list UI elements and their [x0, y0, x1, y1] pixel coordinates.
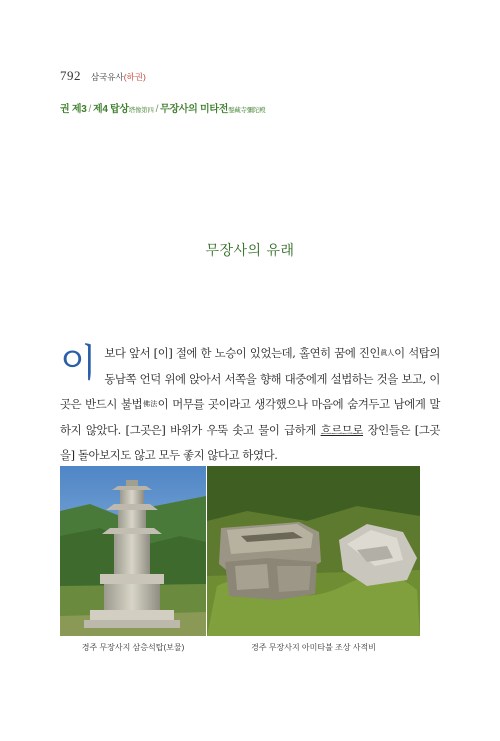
book-title: 삼국유사 [90, 72, 124, 82]
article-title: 무장사의 유래 [205, 243, 295, 259]
body-text-4: 장인들은 [그곳을] 돌아보지도 않고 모두 좋지 않다고 하였다. [60, 422, 440, 462]
article-hanja: 鍪藏寺彌陀殿 [228, 107, 266, 114]
page-number: 792 [60, 68, 81, 83]
pagoda-photo [60, 466, 206, 636]
chapter-label: 제4 탑상 [92, 104, 129, 115]
body-paragraph [60, 341, 440, 469]
body-text-3: 이 머무를 곳이라고 생각했으나 마음에 숨겨두고 남에게 말하지 않았다. [그곳은] 바위가 우뚝 솟고 물이 급하게 [60, 397, 441, 437]
stele-base-photo [207, 466, 420, 636]
article-label: 무장사의 미타전 [160, 104, 229, 115]
drop-cap: 이 [60, 341, 97, 385]
chapter-hanja: 塔像第四 [128, 107, 154, 114]
section-breadcrumb: 권 제3 / 제4 탑상塔像第四 / 무장사의 미타전鍪藏寺彌陀殿 [60, 104, 266, 115]
photo-caption-right: 경주 무장사지 아미타불 조상 사적비 [251, 643, 376, 652]
volume-label: (하권) [123, 72, 146, 82]
running-head [60, 68, 146, 84]
body-text-1: 보다 앞서 [이] 절에 한 노승이 있었는데, 홀연히 꿈에 진인 [104, 346, 381, 360]
underlined-word: 흐르므로 [320, 422, 364, 437]
hanja-annotation-2: 佛法 [142, 400, 158, 408]
hanja-annotation-1: 眞人 [380, 349, 395, 357]
part-label: 권 제3 [60, 104, 87, 115]
body-text-2: 이 석탑의 동남쪽 언덕 위에 앉아서 서쪽을 향해 대중에게 설법하는 것을 보고, 이곳은 반드시 불법 [60, 346, 441, 411]
photo-caption-left: 경주 무장사지 삼층석탑(보물) [81, 643, 185, 652]
